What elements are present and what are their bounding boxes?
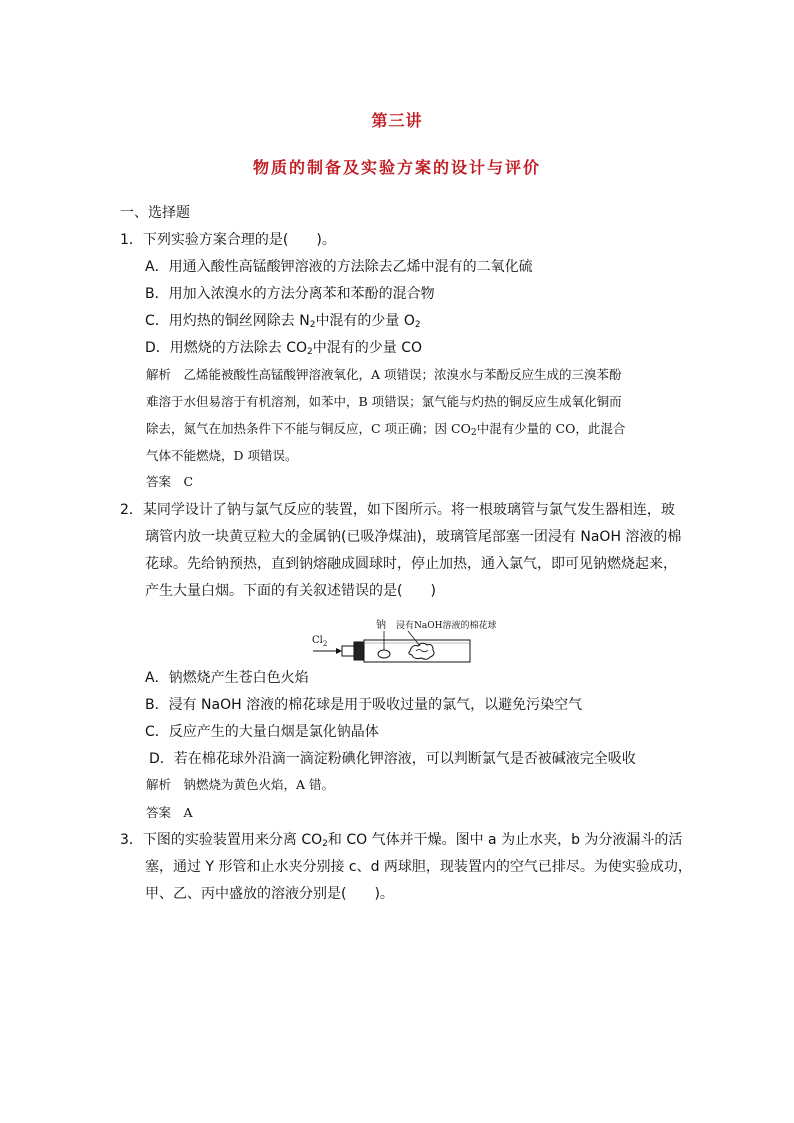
q1-explanation-line-3: 除去，氮气在加热条件下不能与铜反应，C 项正确；因 $CO_2$中混有少量的 CO，此混合	[146, 421, 626, 438]
section-heading: 一、选择题	[120, 205, 190, 221]
q1-option-a: A．用通入酸性高锰酸钾溶液的方法除去乙烯中混有的二氧化硫	[145, 259, 533, 275]
figure-cotton-label: 浸有NaOH溶液的棉花球	[396, 621, 497, 631]
q3-stem-line-1: 3．下图的实验装置用来分离 $CO_2$和 CO 气体并干燥。图中 a 为止水夹，b 为分液漏斗的活	[120, 832, 683, 849]
q1-answer: 答案 C	[146, 474, 194, 489]
q2-stem-line-3: 花球。先给钠预热，直到钠熔融成圆球时，停止加热，通入氯气，即可见钠燃烧起来，	[145, 556, 677, 572]
figure-sodium-label: 钠	[376, 620, 386, 631]
q2-option-b: B．浸有 NaOH 溶液的棉花球是用于吸收过量的氯气，以避免污染空气	[145, 697, 583, 713]
q1-stem: 1．下列实验方案合理的是( )。	[120, 232, 336, 248]
q2-option-c: C．反应产生的大量白烟是氯化钠晶体	[145, 724, 379, 740]
q1-explanation-line-4: 气体不能燃烧，D 项错误。	[146, 448, 298, 463]
q2-stem-line-1: 2．某同学设计了钠与氯气反应的装置，如下图所示。将一根玻璃管与氯气发生器相连，玻	[120, 502, 675, 518]
q2-stem-line-4: 产生大量白烟。下面的有关叙述错误的是( )	[145, 583, 436, 599]
sodium-chlorine-apparatus-figure	[312, 617, 497, 667]
page-subtitle: 物质的制备及实验方案的设计与评价	[252, 158, 541, 177]
q1-explanation-line-2: 难溶于水但易溶于有机溶剂，如苯中，B 项错误；氯气能与灼热的铜反应生成氧化铜而	[146, 394, 622, 409]
q2-option-a: A．钠燃烧产生苍白色火焰	[145, 670, 309, 686]
q1-option-b: B．用加入浓溴水的方法分离苯和苯酚的混合物	[145, 286, 435, 302]
q2-answer: 答案 A	[146, 805, 193, 820]
q2-stem-line-2: 璃管内放一块黄豆粒大的金属钠(已吸净煤油)，玻璃管尾部塞一团浸有 NaOH 溶液的棉	[145, 529, 682, 545]
q3-stem-line-2: 塞，通过 Y 形管和止水夹分别接 c、d 两球胆，现装置内的空气已排尽。为使实验成功，	[145, 859, 692, 875]
page-title: 第三讲	[371, 111, 423, 130]
q1-option-d: D．用燃烧的方法除去 $CO_2$中混有的少量 CO	[145, 340, 423, 357]
q2-option-d: D．若在棉花球外沿滴一滴淀粉碘化钾溶液，可以判断氯气是否被碱液完全吸收	[149, 751, 636, 767]
figure-cl2-label: $Cl_2$	[312, 635, 328, 648]
q3-stem-line-3: 甲、乙、丙中盛放的溶液分别是( )。	[145, 886, 394, 902]
q1-explanation-line-1: 解析 乙烯能被酸性高锰酸钾溶液氧化，A 项错误；浓溴水与苯酚反应生成的三溴苯酚	[146, 367, 622, 382]
q1-option-c: C．用灼热的铜丝网除去 $N_2$中混有的少量 $O_2$	[145, 313, 421, 330]
q2-explanation: 解析 钠燃烧为黄色火焰，A 错。	[146, 777, 335, 792]
